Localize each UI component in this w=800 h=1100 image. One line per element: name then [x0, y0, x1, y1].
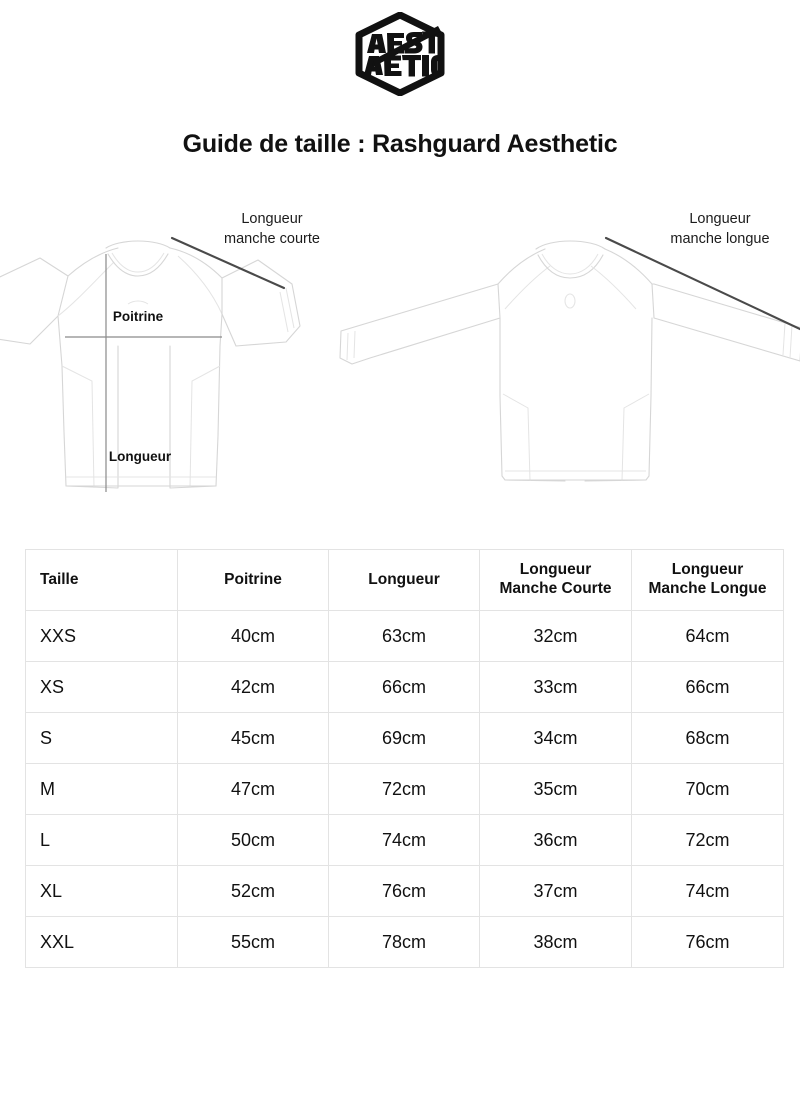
long-sleeve-measure-line — [606, 238, 800, 329]
aesthetic-hexagon-logo — [352, 12, 448, 96]
header-line1: Poitrine — [224, 570, 282, 588]
cell-manche-courte: 34cm — [480, 713, 632, 764]
cell-manche-longue: 76cm — [632, 917, 784, 968]
short-sleeve-rashguard-diagram — [0, 211, 320, 492]
table-row — [26, 611, 784, 662]
table-row — [26, 662, 784, 713]
table-row — [26, 917, 784, 968]
page-title: Guide de taille : Rashguard Aesthetic — [182, 130, 618, 158]
cell-manche-longue: 72cm — [632, 815, 784, 866]
cell-taille: M — [26, 764, 178, 815]
column-header-taille — [26, 550, 178, 611]
header-line1: Longueur — [519, 561, 592, 579]
cell-taille: S — [26, 713, 178, 764]
header-line2: Manche Courte — [499, 580, 612, 597]
cell-longueur: 76cm — [329, 866, 480, 917]
cell-longueur: 66cm — [329, 662, 480, 713]
cell-poitrine: 40cm — [178, 611, 329, 662]
cell-longueur: 72cm — [329, 764, 480, 815]
cell-poitrine: 55cm — [178, 917, 329, 968]
cell-taille: L — [26, 815, 178, 866]
column-header-manche-courte — [480, 550, 632, 611]
length-label: Longueur — [108, 449, 172, 464]
cell-taille: XXS — [26, 611, 178, 662]
cell-manche-courte: 33cm — [480, 662, 632, 713]
header-line1: Taille — [40, 570, 79, 588]
long-sleeve-label-line1: Longueur — [689, 211, 751, 227]
cell-poitrine: 47cm — [178, 764, 329, 815]
garment-diagrams — [0, 196, 800, 516]
cell-manche-longue: 70cm — [632, 764, 784, 815]
cell-taille: XL — [26, 866, 178, 917]
brand-logo — [0, 12, 800, 96]
short-sleeve-label-line1: Longueur — [241, 211, 303, 227]
size-guide-table — [25, 549, 784, 968]
cell-manche-courte: 36cm — [480, 815, 632, 866]
cell-poitrine: 42cm — [178, 662, 329, 713]
column-header-poitrine — [178, 550, 329, 611]
table-header-row — [26, 550, 784, 611]
cell-taille: XS — [26, 662, 178, 713]
header-line1: Longueur — [368, 570, 440, 588]
cell-poitrine: 50cm — [178, 815, 329, 866]
cell-manche-courte: 35cm — [480, 764, 632, 815]
cell-manche-longue: 68cm — [632, 713, 784, 764]
cell-poitrine: 52cm — [178, 866, 329, 917]
table-row — [26, 713, 784, 764]
cell-manche-longue: 66cm — [632, 662, 784, 713]
chest-label: Poitrine — [112, 309, 164, 324]
cell-longueur: 78cm — [329, 917, 480, 968]
header-line2: Manche Longue — [648, 580, 767, 597]
short-sleeve-label-line2: manche courte — [224, 231, 320, 247]
table-row — [26, 866, 784, 917]
cell-manche-courte: 37cm — [480, 866, 632, 917]
table-row — [26, 815, 784, 866]
cell-manche-longue: 64cm — [632, 611, 784, 662]
header-line1: Longueur — [671, 561, 744, 579]
cell-manche-courte: 38cm — [480, 917, 632, 968]
table-row — [26, 764, 784, 815]
cell-taille: XXL — [26, 917, 178, 968]
cell-longueur: 63cm — [329, 611, 480, 662]
cell-poitrine: 45cm — [178, 713, 329, 764]
size-table-container — [25, 549, 783, 968]
cell-longueur: 74cm — [329, 815, 480, 866]
cell-longueur: 69cm — [329, 713, 480, 764]
column-header-longueur — [329, 550, 480, 611]
column-header-manche-longue — [632, 550, 784, 611]
long-sleeve-rashguard-diagram — [340, 211, 800, 481]
cell-manche-courte: 32cm — [480, 611, 632, 662]
cell-manche-longue: 74cm — [632, 866, 784, 917]
long-sleeve-label-line2: manche longue — [670, 231, 770, 247]
